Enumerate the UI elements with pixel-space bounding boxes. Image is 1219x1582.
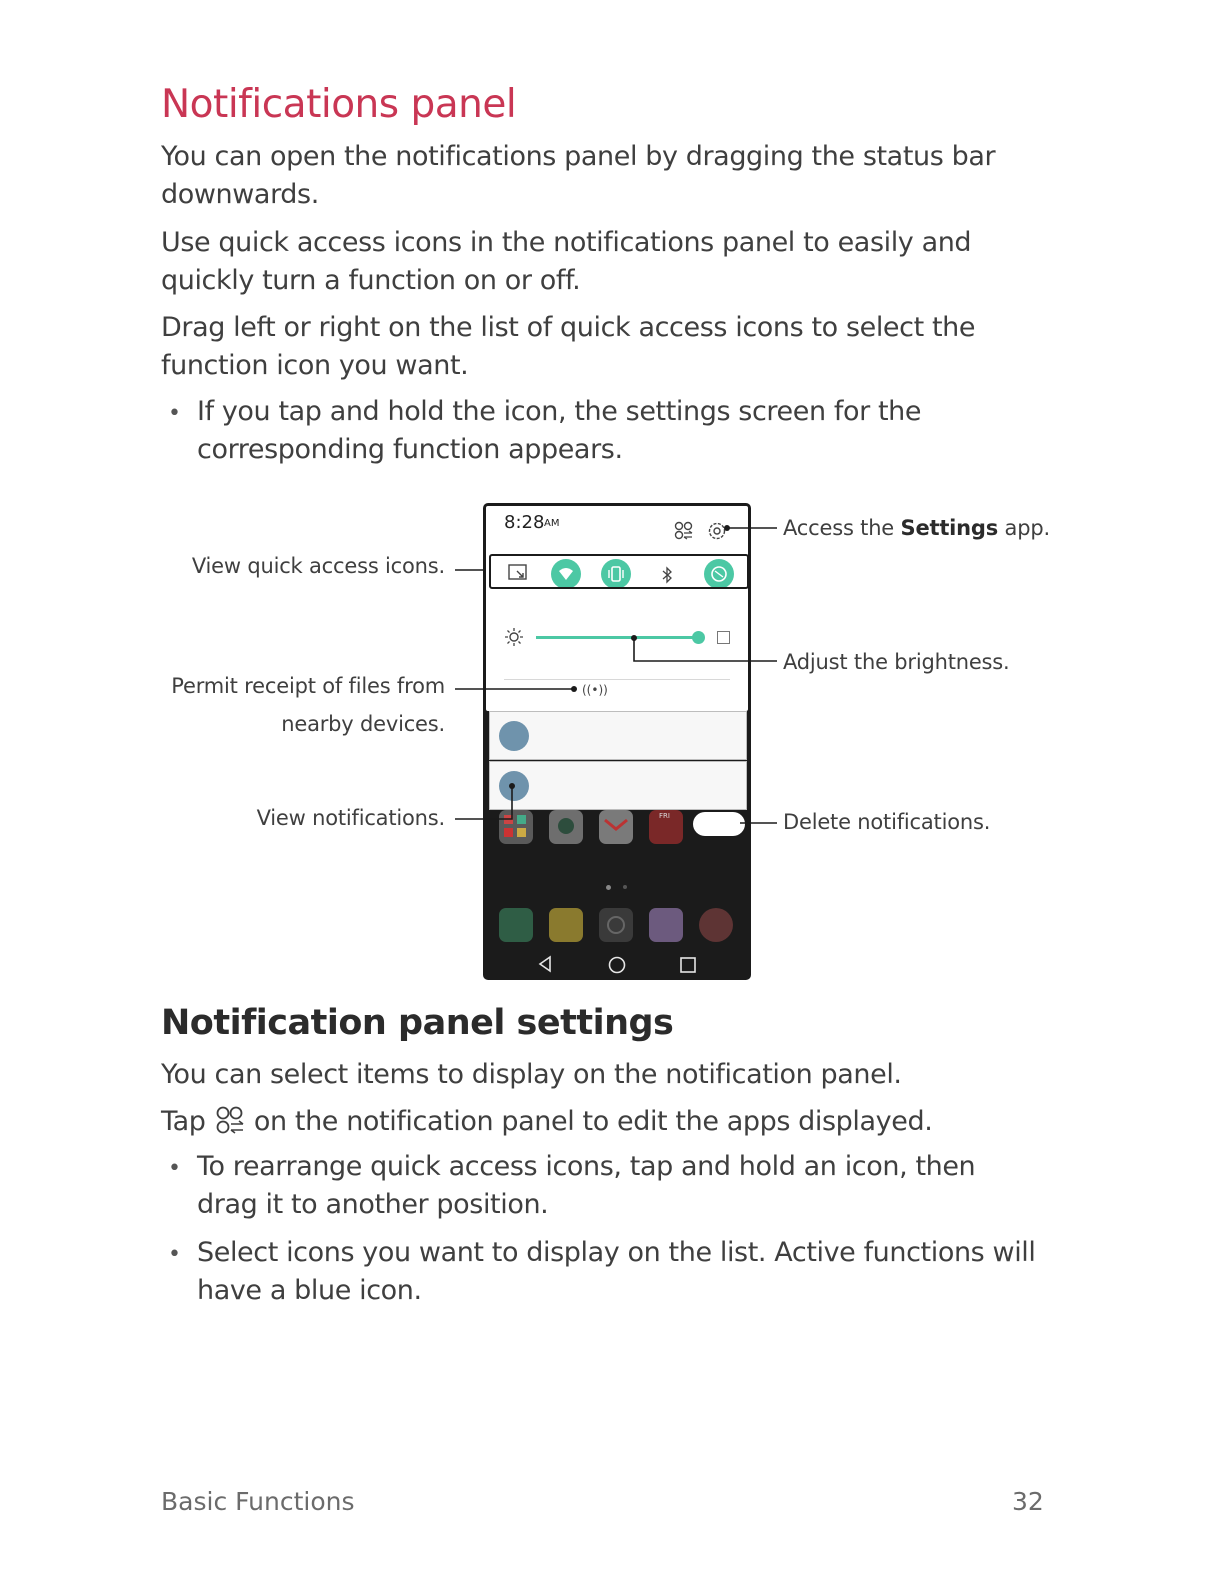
- phone-app-icon: [499, 908, 533, 942]
- page-indicator-dot: [606, 885, 611, 890]
- gmail-app-icon: [599, 810, 633, 844]
- delete-notifications-label: Delete notifications.: [783, 810, 991, 834]
- intro-paragraph: You can open the notifications panel by dragging the status bar downwards.: [161, 141, 996, 210]
- contacts-app-icon: [549, 810, 583, 844]
- permit-files-label-line2: nearby devices.: [281, 712, 445, 736]
- brightness-thumb: [692, 631, 705, 644]
- notification-item: [489, 761, 747, 810]
- quick-access-label: View quick access icons.: [191, 554, 445, 578]
- bullet-dot: •: [168, 1156, 181, 1181]
- brightness-icon: [504, 627, 524, 647]
- chrome-app-icon: [699, 908, 733, 942]
- bullet-dot: •: [168, 401, 181, 426]
- notification-avatar: [499, 721, 529, 751]
- permit-files-label-line1: Permit receipt of files from: [171, 674, 445, 698]
- section-heading: Notification panel settings: [161, 1003, 674, 1043]
- notification-item: [489, 711, 747, 760]
- settings-gear-icon: [706, 520, 728, 542]
- page-indicator-dot: [623, 885, 627, 889]
- status-ampm: AM: [544, 518, 560, 529]
- drag-paragraph: Drag left or right on the list of quick access icons to select the function icon you want.: [161, 312, 976, 381]
- notification-panel: [486, 506, 748, 711]
- bullet-dot: •: [168, 1242, 181, 1267]
- footer-section-name: Basic Functions: [161, 1487, 355, 1516]
- edit-apps-icon: [214, 1104, 246, 1136]
- tap-edit-paragraph: Tap on the notification panel to edit the apps displayed.: [161, 1106, 933, 1137]
- gallery-app-icon: [649, 908, 683, 942]
- clear-all-button: [693, 812, 745, 836]
- select-icons-bullet: Select icons you want to display on the list. Active functions will have a blue icon.: [197, 1237, 1036, 1306]
- google-apps-folder-icon: [499, 810, 533, 844]
- back-nav-icon: [537, 955, 553, 973]
- camera-app-icon: [599, 908, 633, 942]
- brightness-slider: [536, 636, 698, 639]
- quick-access-paragraph: Use quick access icons in the notifications panel to easily and quickly turn a function on or off.: [161, 227, 972, 296]
- notification-avatar: [499, 771, 529, 801]
- edit-apps-icon: [674, 521, 694, 541]
- settings-label: Access the Settings app.: [783, 516, 1050, 540]
- status-time: 8:28: [504, 512, 545, 533]
- page-number: 32: [1012, 1487, 1044, 1516]
- rearrange-bullet: To rearrange quick access icons, tap and hold an icon, then drag it to another position.: [197, 1151, 976, 1220]
- messages-app-icon: [549, 908, 583, 942]
- recents-nav-icon: [679, 956, 697, 974]
- settings-intro-paragraph: You can select items to display on the notification panel.: [161, 1059, 902, 1090]
- brightness-label: Adjust the brightness.: [783, 650, 1010, 674]
- calendar-app-icon: FRI: [649, 810, 683, 844]
- panel-divider: [504, 679, 730, 680]
- tap-hold-bullet: If you tap and hold the icon, the settings screen for the corresponding function appears.: [197, 396, 922, 465]
- quick-access-highlight: [489, 554, 749, 589]
- nearby-share-icon: ((•)): [582, 683, 608, 697]
- page-title: Notifications panel: [161, 82, 517, 127]
- auto-brightness-checkbox: [717, 631, 730, 644]
- home-nav-icon: [607, 955, 627, 975]
- phone-illustration: [483, 503, 751, 980]
- view-notifications-label: View notifications.: [256, 806, 445, 830]
